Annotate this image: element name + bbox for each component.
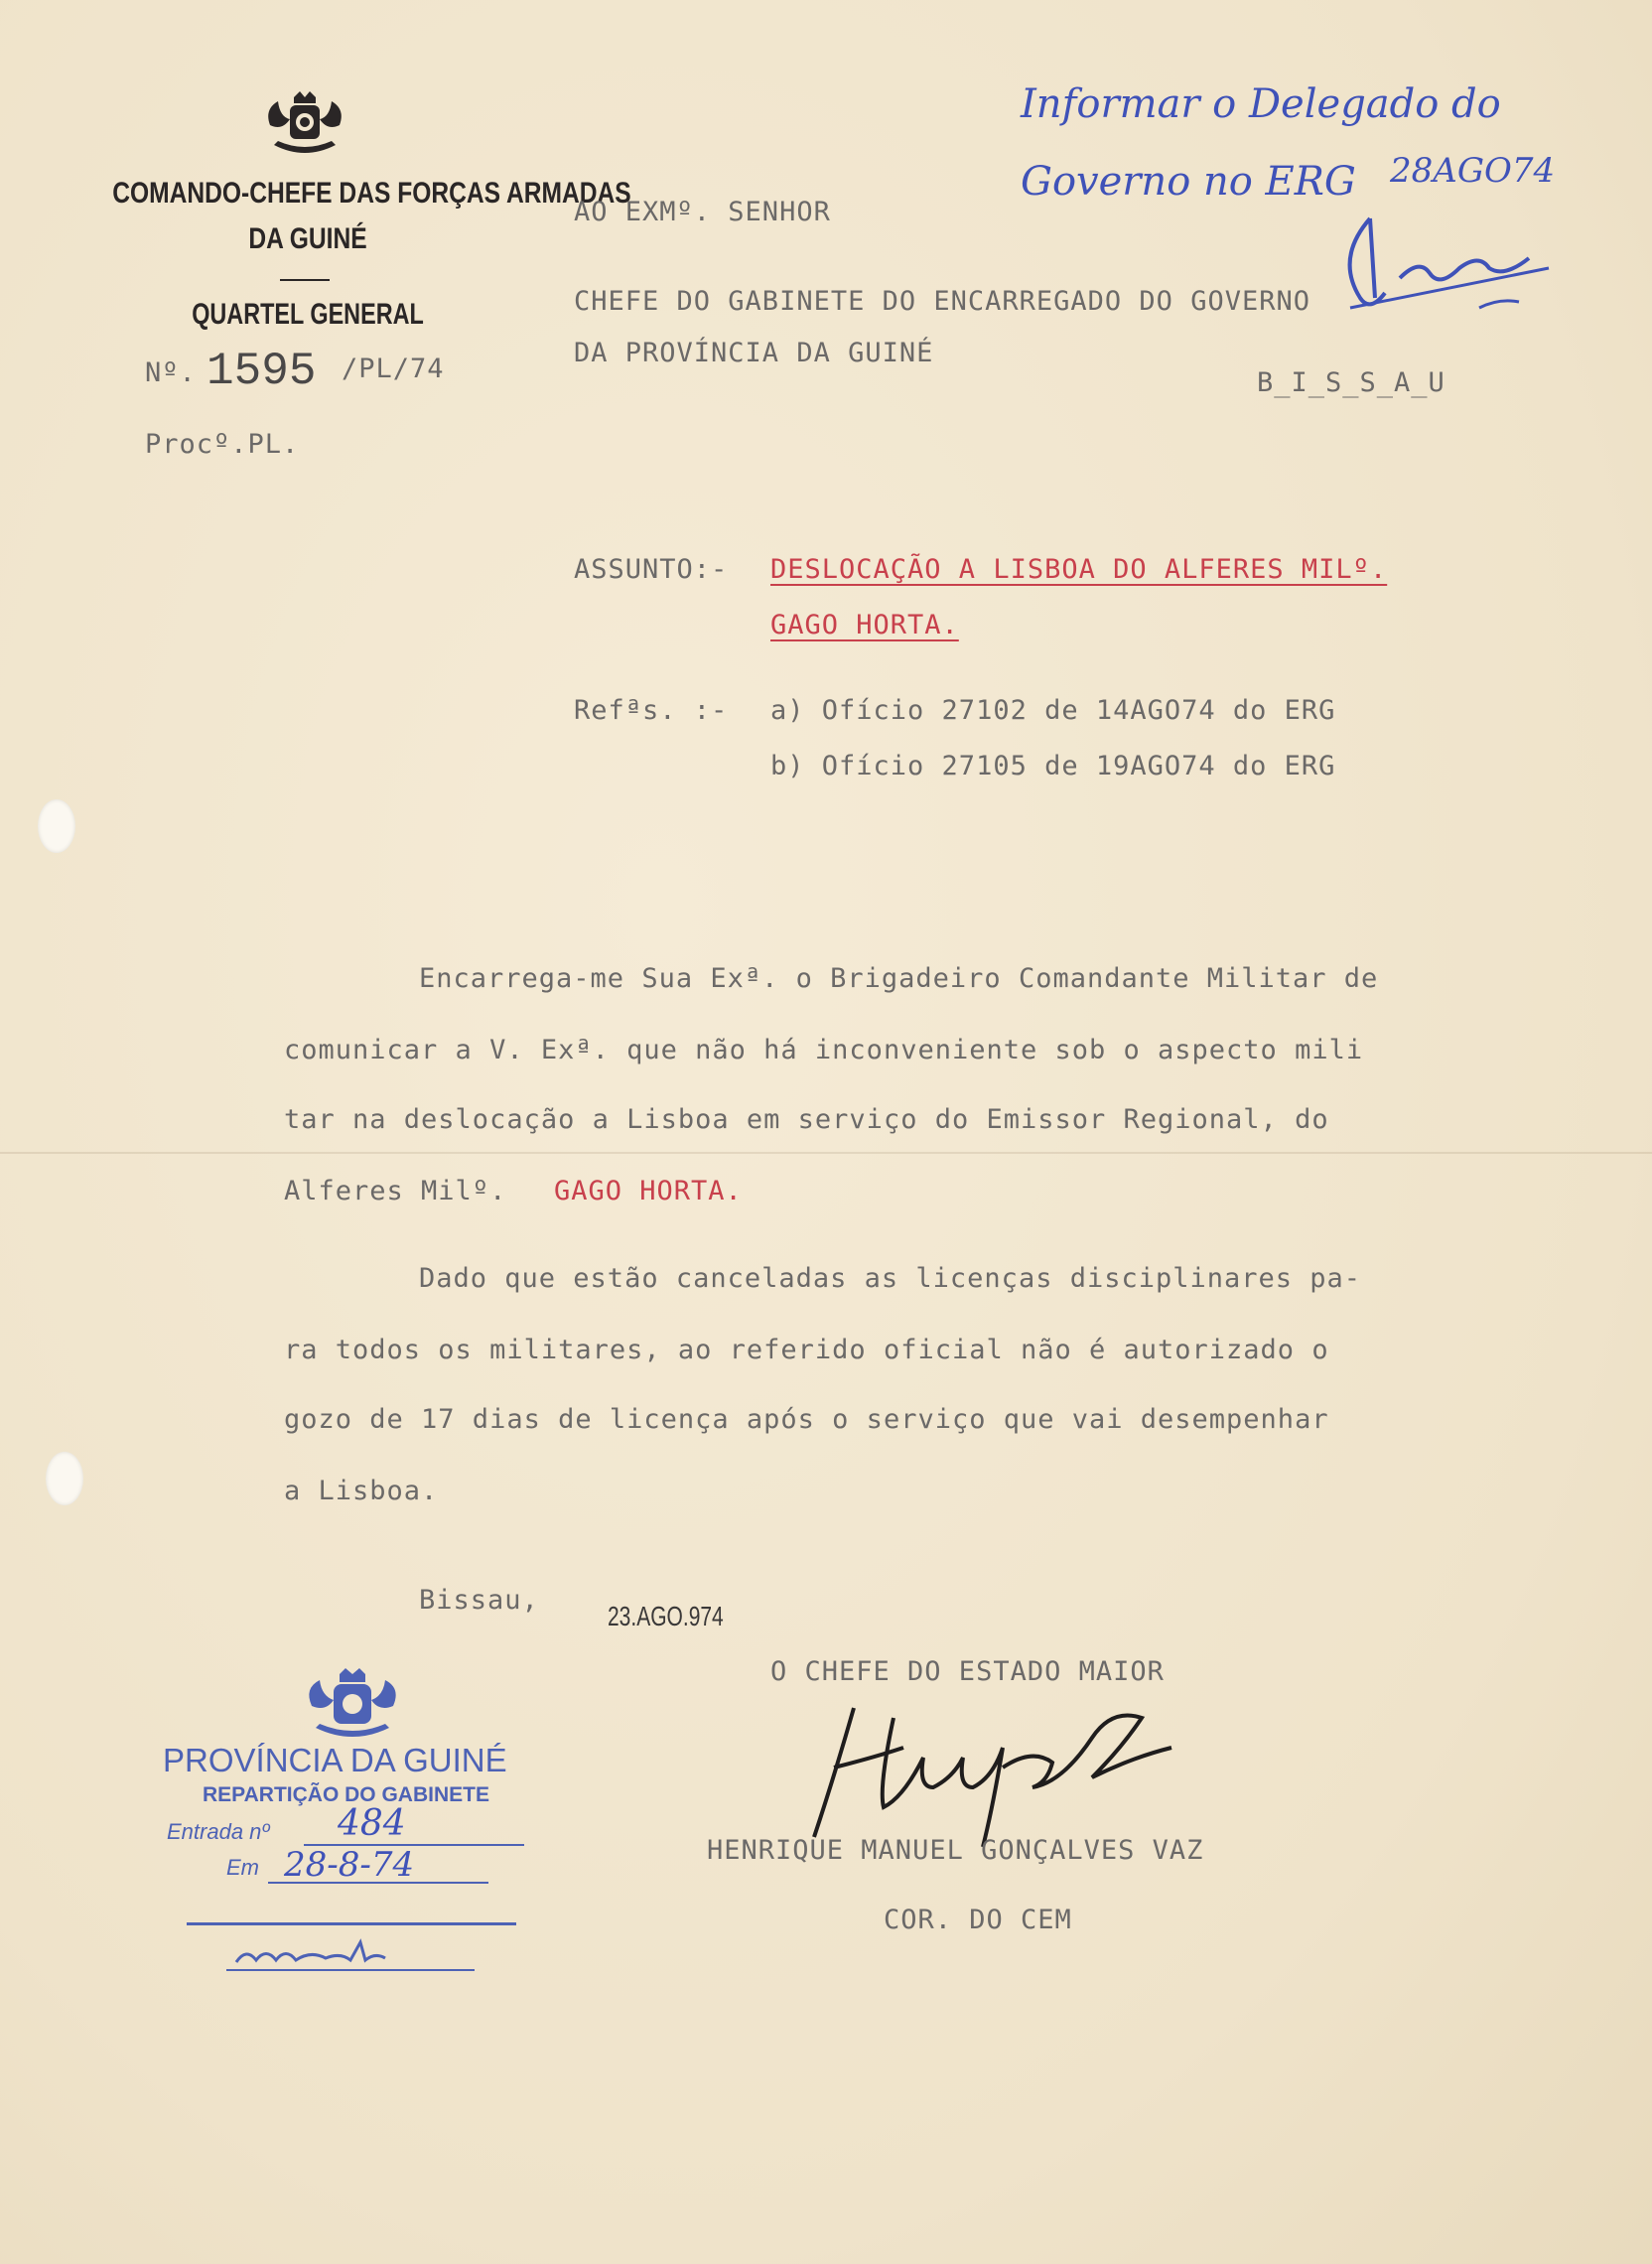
stamp-initials-scribble bbox=[226, 1932, 475, 1976]
letterhead-line3: QUARTEL GENERAL bbox=[192, 298, 424, 331]
closing-title: O CHEFE DO ESTADO MAIOR bbox=[770, 1656, 1165, 1687]
closing-place: Bissau, bbox=[419, 1585, 539, 1616]
body-p1-line3: tar na deslocação a Lisboa em serviço do Emissor Regional, do bbox=[284, 1104, 1329, 1135]
body-p2-line1: Dado que estão canceladas as licenças disciplinares pa- bbox=[419, 1263, 1362, 1294]
subject-line1: DESLOCAÇÃO A LISBOA DO ALFERES MILº. bbox=[770, 554, 1388, 585]
subject-label: ASSUNTO:- bbox=[574, 554, 729, 585]
doc-number: 1595 bbox=[206, 346, 317, 397]
addressee-salutation: AO EXMº. SENHOR bbox=[574, 197, 831, 227]
letterhead-divider bbox=[280, 279, 330, 281]
references-label: Refªs. :- bbox=[574, 695, 729, 726]
signatory-name: HENRIQUE MANUEL GONÇALVES VAZ bbox=[707, 1835, 1204, 1866]
doc-number-prefix: Nº. bbox=[145, 357, 197, 388]
handwritten-annotation-line2: Governo no ERG bbox=[1021, 159, 1356, 205]
stamp-date-label: Em bbox=[226, 1855, 259, 1880]
coat-of-arms-icon bbox=[260, 89, 349, 161]
stamp-date-value: 28-8-74 bbox=[284, 1845, 415, 1885]
closing-date-stamp: 23.AGO.974 bbox=[608, 1601, 724, 1631]
reference-b: b) Ofício 27105 de 19AGO74 do ERG bbox=[770, 751, 1336, 781]
handwritten-annotation-line1: Informar o Delegado do bbox=[1021, 81, 1501, 127]
body-p2-line3: gozo de 17 dias de licença após o serviço que vai desempenhar bbox=[284, 1404, 1329, 1435]
addressee-line2: DA PROVÍNCIA DA GUINÉ bbox=[574, 338, 934, 368]
addressee-city: B_I_S_S_A_U bbox=[1257, 367, 1446, 398]
process-ref: Procº.PL. bbox=[145, 429, 300, 460]
punch-hole-bottom bbox=[46, 1452, 83, 1505]
letterhead-line1: COMANDO-CHEFE DAS FORÇAS ARMADAS bbox=[112, 177, 631, 210]
stamp-line1: PROVÍNCIA DA GUINÉ bbox=[163, 1742, 507, 1778]
body-p1-line2: comunicar a V. Exª. que não há inconveniente sob o aspecto mili bbox=[284, 1035, 1364, 1065]
signature bbox=[794, 1688, 1211, 1847]
stamp-coat-of-arms-icon bbox=[298, 1666, 407, 1746]
body-p1-line4a: Alferes Milº. bbox=[284, 1176, 507, 1206]
stamp-entry-value: 484 bbox=[338, 1803, 406, 1844]
annotation-initials-signature bbox=[1330, 199, 1559, 328]
punch-hole-top bbox=[38, 799, 75, 853]
letterhead-line2: DA GUINÉ bbox=[248, 222, 367, 255]
subject-line2: GAGO HORTA. bbox=[770, 610, 959, 640]
handwritten-annotation-date: 28AGO74 bbox=[1390, 151, 1556, 191]
fold-line bbox=[0, 1152, 1652, 1154]
stamp-line2: REPARTIÇÃO DO GABINETE bbox=[203, 1783, 489, 1806]
reference-a: a) Ofício 27102 de 14AGO74 do ERG bbox=[770, 695, 1336, 726]
body-p2-line2: ra todos os militares, ao referido oficial não é autorizado o bbox=[284, 1335, 1329, 1365]
signatory-rank: COR. DO CEM bbox=[884, 1905, 1072, 1935]
body-p1-line1: Encarrega-me Sua Exª. o Brigadeiro Comandante Militar de bbox=[419, 963, 1379, 994]
stamp-entry-label: Entrada nº bbox=[167, 1819, 270, 1844]
stamp-rule bbox=[187, 1922, 516, 1925]
body-p2-line4: a Lisboa. bbox=[284, 1476, 439, 1506]
body-p1-line4b: GAGO HORTA. bbox=[554, 1176, 743, 1206]
addressee-line1: CHEFE DO GABINETE DO ENCARREGADO DO GOVERNO bbox=[574, 286, 1310, 317]
doc-number-suffix: /PL/74 bbox=[342, 354, 445, 384]
